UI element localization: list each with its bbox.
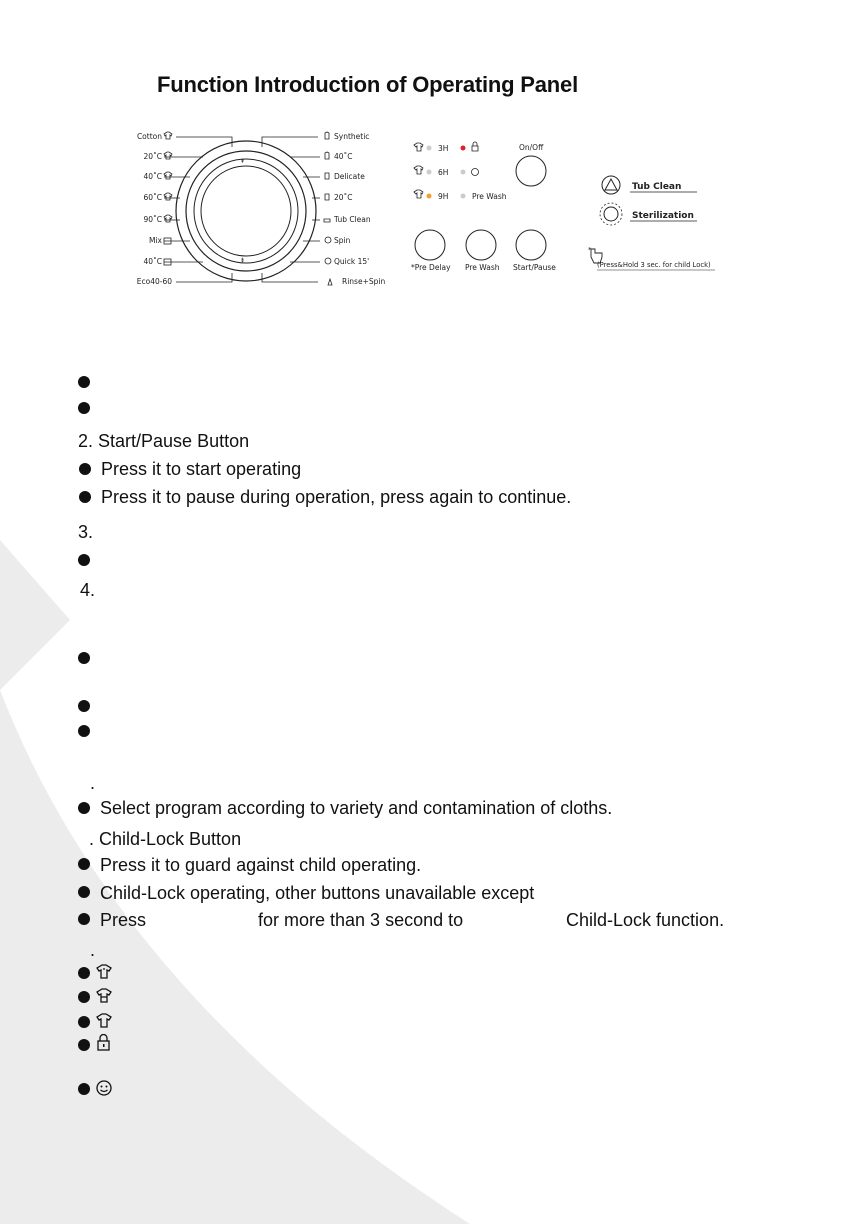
bullet [78,858,90,870]
smiley-icon [472,169,479,176]
shirt-6h-icon [95,987,113,1005]
label-prewash-led: Pre Wash [472,192,507,201]
label-6h: 6H [438,168,449,177]
program-label-20c: 20˚C [143,152,162,161]
section-2-heading: 2. Start/Pause Button [78,431,250,451]
bullet [79,491,91,503]
svg-text:*: * [588,246,592,254]
bullet [78,1016,90,1028]
bullet [78,886,90,898]
program-label-20c-r: 20˚C [334,193,353,202]
delicate-icon [325,194,329,200]
shirt-3h-icon [95,963,113,981]
shirt-icon [414,190,423,198]
panel-buttons[interactable] [411,143,556,272]
bullet [78,652,90,664]
led-smiley [461,170,466,175]
spin-icon [325,237,331,243]
led-prewash [461,194,466,199]
led-lock [461,146,466,151]
pre-wash-label: Pre Wash [465,263,500,272]
bullet [78,991,90,1003]
tub-clean-legend [602,176,697,194]
program-label-tub-clean: Tub Clean [334,215,371,224]
tub-clean-icon [605,179,617,190]
sterilization-legend [600,203,697,225]
led-3h [427,146,432,151]
shirt-icon [164,215,172,222]
shirt-icon [164,132,172,139]
bullet [78,1039,90,1051]
section-2-bullet-2: Press it to pause during operation, press again to continue. [101,487,572,507]
bullet [78,376,90,388]
bullet [78,802,90,814]
program-label-cotton: Cotton [136,132,162,141]
tub-clean-label: Tub Clean [632,182,682,192]
delay-indicators [414,142,507,201]
program-label-90c: 90˚C [143,215,162,224]
tub-icon [324,219,330,222]
bullet [79,463,91,475]
start-pause-button [516,230,546,260]
pre-delay-label: *Pre Delay [411,263,451,272]
program-label-delicate: Delicate [334,172,365,181]
program-label-rinse-spin: Rinse+Spin [342,277,386,286]
section-6-heading: . Child-Lock Button [89,829,242,849]
sterilization-icon [604,207,618,221]
rinse-icon [328,279,332,285]
onoff-button [516,156,546,186]
shirt-icon [414,143,423,151]
program-label-40c-r: 40˚C [334,152,353,161]
bullet [78,967,90,979]
svg-text:⇞: ⇞ [240,158,246,165]
bullet [78,554,90,566]
shirt-icon [164,152,172,159]
program-label-mix: Mix [149,236,162,245]
child-lock-hint-text: (Press&Hold 3 sec. for child Lock) [597,261,711,269]
pre-delay-button [415,230,445,260]
bullet [78,700,90,712]
section-5-bullet-1: Select program according to variety and contamination of cloths. [100,798,613,818]
bullet [78,725,90,737]
lock-icon [472,142,478,151]
quick-icon [325,258,331,264]
label-3h: 3H [438,144,449,153]
program-label-40c: 40˚C [143,172,162,181]
dial-right-labels [333,132,385,286]
dial-left-leaders [164,137,232,282]
section-6-bullet-1: Press it to guard against child operating. [100,855,422,875]
shirt-icon [414,166,423,174]
program-label-60c: 60˚C [143,193,162,202]
section-5-number: . [90,773,96,793]
program-label-eco: Eco40-60 [136,277,172,286]
section-3-number: 3. [78,522,94,542]
delicate-icon [325,173,329,179]
svg-text:⇟: ⇟ [240,257,246,264]
smiley-icon [95,1079,113,1097]
lock-icon [96,1034,112,1052]
dial-left-labels [137,132,172,286]
program-label-quick: Quick 15' [334,257,370,266]
page-title: Function Introduction of Operating Panel [157,72,578,97]
child-lock-hint [588,246,715,270]
section-4-number: 4. [80,580,96,600]
section-6-bullet-3b: for more than 3 second to [258,910,464,930]
synthetic-icon [325,152,329,159]
shirt-icon [164,172,172,179]
synthetic-icon [325,132,329,139]
shirt-icon [164,193,172,200]
program-label-synthetic: Synthetic [334,132,370,141]
led-9h [427,194,432,199]
onoff-label: On/Off [519,143,544,152]
sterilization-label: Sterilization [632,211,694,221]
program-label-spin: Spin [334,236,351,245]
shirt-9h-icon [95,1012,113,1030]
label-9h: 9H [438,192,449,201]
section-6-bullet-2: Child-Lock operating, other buttons unavailable except [100,883,535,903]
section-6-bullet-3c: Child-Lock function. [566,910,725,930]
program-label-40c-b: 40˚C [143,257,162,266]
section-7-number: . [90,940,96,960]
start-pause-label: Start/Pause [513,263,556,272]
section-6-bullet-3a: Press [100,910,147,930]
operating-panel-diagram [0,0,856,330]
program-dial[interactable] [176,141,316,281]
bullet [78,913,90,925]
led-6h [427,170,432,175]
bullet [78,1083,90,1095]
section-2-bullet-1: Press it to start operating [101,459,302,479]
bullet [78,402,90,414]
pre-wash-button [466,230,496,260]
